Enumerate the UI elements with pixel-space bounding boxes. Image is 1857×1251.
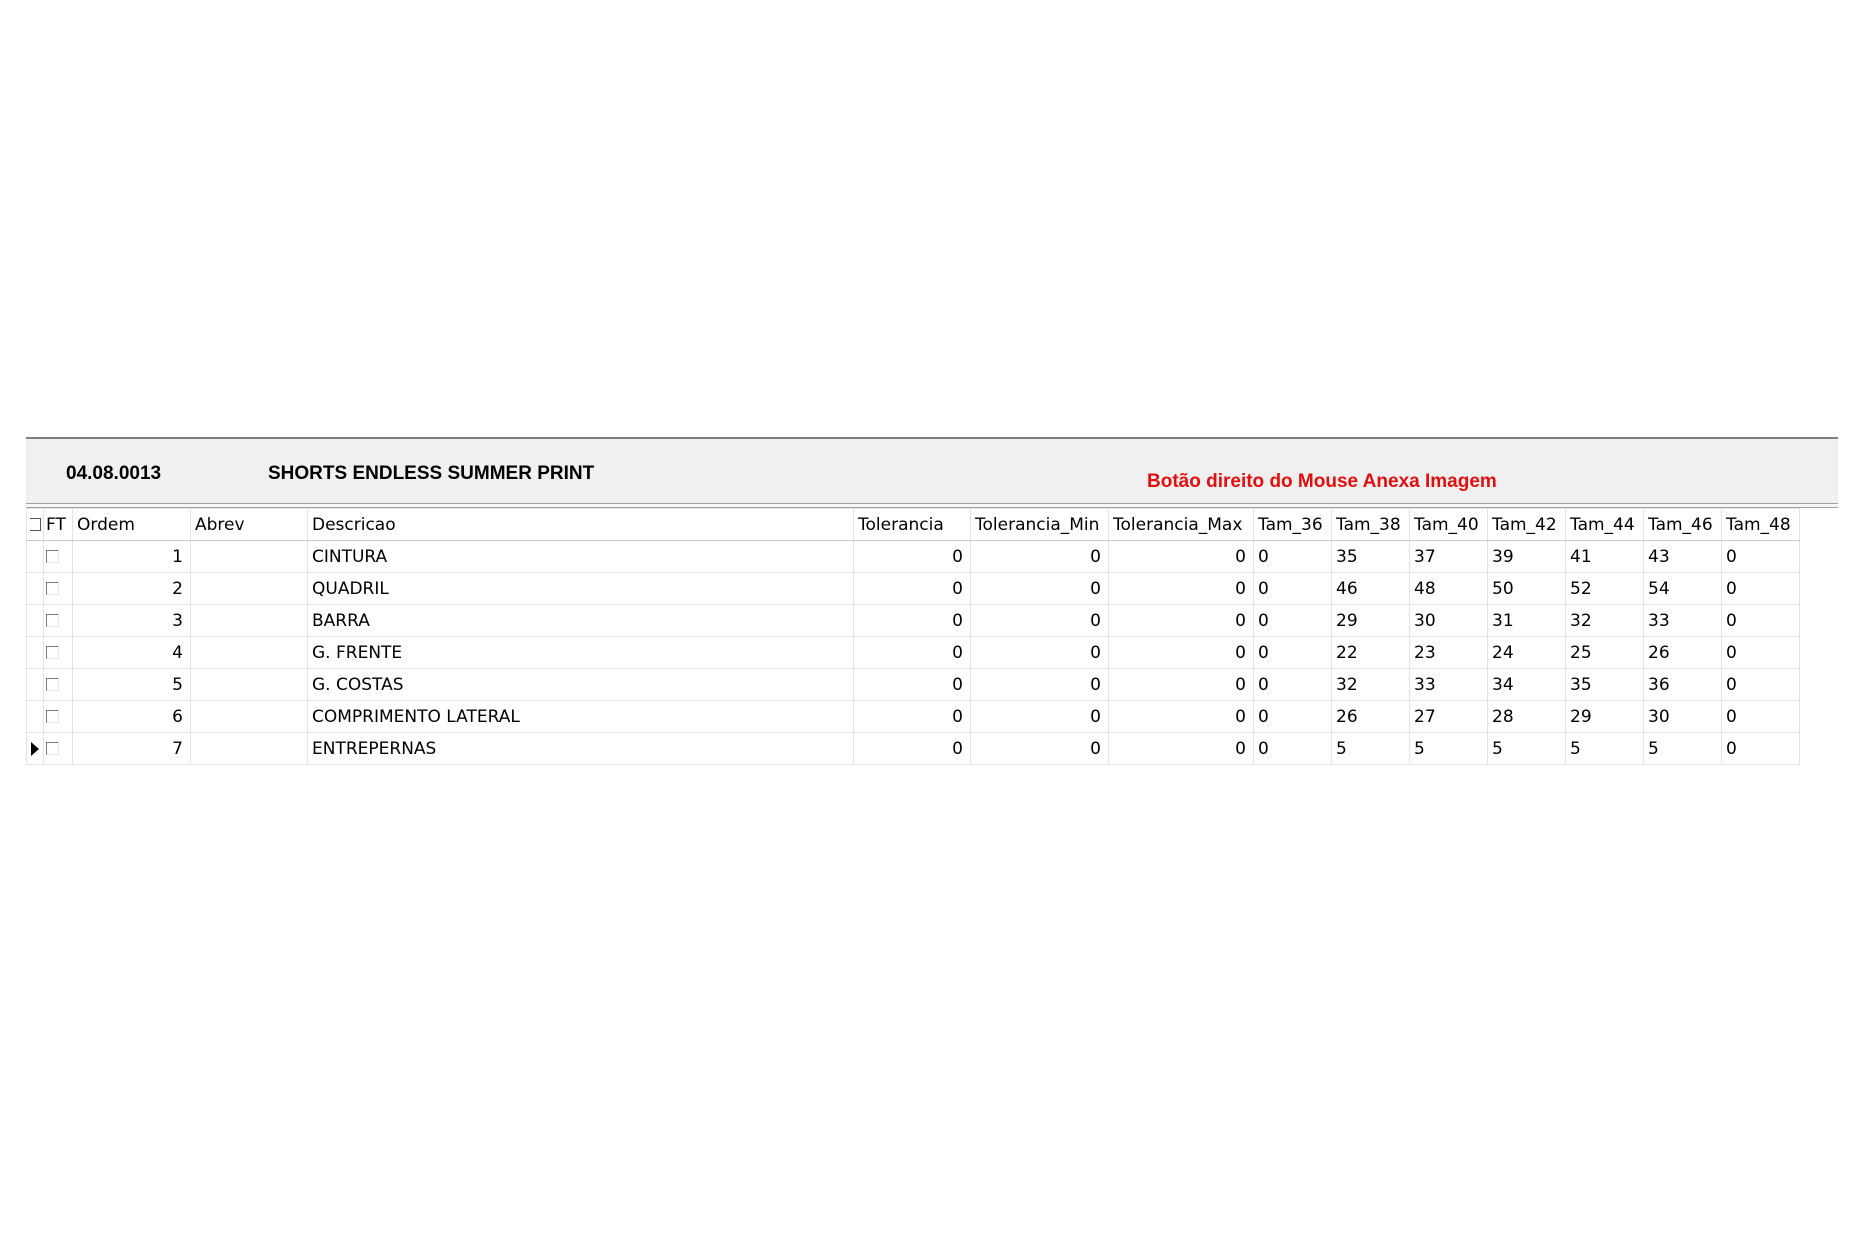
row-indicator[interactable] — [27, 605, 44, 637]
tam-42-cell[interactable]: 39 — [1488, 541, 1566, 573]
tam-36-cell[interactable]: 0 — [1254, 733, 1332, 765]
tam-40-cell[interactable]: 33 — [1410, 669, 1488, 701]
current-row-arrow-icon — [31, 742, 39, 756]
tam-38-cell[interactable]: 32 — [1332, 669, 1410, 701]
tam-40-cell[interactable]: 23 — [1410, 637, 1488, 669]
ordem-cell[interactable]: 7 — [73, 733, 191, 765]
ft-cell[interactable] — [44, 637, 73, 669]
ft-checkbox[interactable] — [46, 742, 59, 755]
column-header-tam-38[interactable]: Tam_38 — [1332, 509, 1410, 541]
tam-38-cell[interactable]: 22 — [1332, 637, 1410, 669]
tolerancia-min-cell[interactable]: 0 — [971, 669, 1109, 701]
tam-36-cell[interactable]: 0 — [1254, 573, 1332, 605]
tam-44-cell[interactable]: 25 — [1566, 637, 1644, 669]
product-description: SHORTS ENDLESS SUMMER PRINT — [268, 463, 595, 484]
tolerancia-max-cell[interactable]: 0 — [1109, 733, 1254, 765]
ft-cell[interactable] — [44, 541, 73, 573]
column-header-tolerancia-max[interactable]: Tolerancia_Max — [1109, 509, 1254, 541]
table-row[interactable] — [27, 605, 1800, 637]
tolerancia-max-cell[interactable]: 0 — [1109, 573, 1254, 605]
column-header-ordem[interactable]: Ordem — [73, 509, 191, 541]
abrev-cell[interactable] — [191, 733, 308, 765]
column-header-tolerancia-min[interactable]: Tolerancia_Min — [971, 509, 1109, 541]
select-all-header[interactable] — [27, 509, 44, 541]
tolerancia-max-cell[interactable]: 0 — [1109, 541, 1254, 573]
tolerancia-max-cell[interactable]: 0 — [1109, 637, 1254, 669]
tolerancia-min-cell[interactable]: 0 — [971, 605, 1109, 637]
ft-checkbox[interactable] — [46, 710, 59, 723]
tam-48-cell[interactable]: 0 — [1722, 637, 1800, 669]
tam-46-cell[interactable]: 26 — [1644, 637, 1722, 669]
tam-40-cell[interactable]: 5 — [1410, 733, 1488, 765]
tolerancia-min-cell[interactable]: 0 — [971, 541, 1109, 573]
descricao-cell[interactable]: COMPRIMENTO LATERAL — [308, 701, 854, 733]
tam-38-cell[interactable]: 46 — [1332, 573, 1410, 605]
tam-38-cell[interactable]: 29 — [1332, 605, 1410, 637]
tam-44-cell[interactable]: 32 — [1566, 605, 1644, 637]
ordem-cell[interactable]: 5 — [73, 669, 191, 701]
tolerancia-cell[interactable]: 0 — [854, 701, 971, 733]
ft-checkbox[interactable] — [46, 678, 59, 691]
tolerancia-cell[interactable]: 0 — [854, 669, 971, 701]
column-header-tolerancia[interactable]: Tolerancia — [854, 509, 971, 541]
measurements-grid — [26, 508, 1800, 765]
tam-38-cell[interactable]: 35 — [1332, 541, 1410, 573]
row-indicator[interactable] — [27, 701, 44, 733]
tolerancia-cell[interactable]: 0 — [854, 573, 971, 605]
tam-40-cell[interactable]: 48 — [1410, 573, 1488, 605]
select-all-checkbox-icon[interactable] — [30, 518, 41, 531]
ft-checkbox[interactable] — [46, 614, 59, 627]
tam-42-cell[interactable]: 5 — [1488, 733, 1566, 765]
tam-46-cell[interactable]: 43 — [1644, 541, 1722, 573]
table-row[interactable] — [27, 637, 1800, 669]
tolerancia-min-cell[interactable]: 0 — [971, 701, 1109, 733]
tam-40-cell[interactable]: 37 — [1410, 541, 1488, 573]
attach-image-hint: Botão direito do Mouse Anexa Imagem — [1147, 471, 1497, 492]
ordem-cell[interactable]: 3 — [73, 605, 191, 637]
descricao-cell[interactable]: G. FRENTE — [308, 637, 854, 669]
ft-checkbox[interactable] — [46, 550, 59, 563]
tam-48-cell[interactable]: 0 — [1722, 701, 1800, 733]
ft-checkbox[interactable] — [46, 582, 59, 595]
table-row[interactable] — [27, 701, 1800, 733]
tam-42-cell[interactable]: 28 — [1488, 701, 1566, 733]
ft-cell[interactable] — [44, 701, 73, 733]
tolerancia-cell[interactable]: 0 — [854, 637, 971, 669]
tolerancia-min-cell[interactable]: 0 — [971, 733, 1109, 765]
tam-42-cell[interactable]: 31 — [1488, 605, 1566, 637]
tam-46-cell[interactable]: 30 — [1644, 701, 1722, 733]
abrev-cell[interactable] — [191, 701, 308, 733]
abrev-cell[interactable] — [191, 669, 308, 701]
ft-cell[interactable] — [44, 733, 73, 765]
table-row[interactable] — [27, 733, 1800, 765]
row-indicator[interactable] — [27, 541, 44, 573]
tam-44-cell[interactable]: 41 — [1566, 541, 1644, 573]
ordem-cell[interactable]: 1 — [73, 541, 191, 573]
tam-46-cell[interactable]: 36 — [1644, 669, 1722, 701]
tam-48-cell[interactable]: 0 — [1722, 669, 1800, 701]
tolerancia-cell[interactable]: 0 — [854, 733, 971, 765]
tam-48-cell[interactable]: 0 — [1722, 733, 1800, 765]
column-header-tam-36[interactable]: Tam_36 — [1254, 509, 1332, 541]
tam-42-cell[interactable]: 34 — [1488, 669, 1566, 701]
tam-42-cell[interactable]: 24 — [1488, 637, 1566, 669]
ft-checkbox[interactable] — [46, 646, 59, 659]
row-indicator[interactable] — [27, 637, 44, 669]
tam-40-cell[interactable]: 30 — [1410, 605, 1488, 637]
abrev-cell[interactable] — [191, 573, 308, 605]
tam-48-cell[interactable]: 0 — [1722, 573, 1800, 605]
descricao-cell[interactable]: ENTREPERNAS — [308, 733, 854, 765]
abrev-cell[interactable] — [191, 637, 308, 669]
tam-46-cell[interactable]: 54 — [1644, 573, 1722, 605]
row-indicator[interactable] — [27, 573, 44, 605]
tolerancia-cell[interactable]: 0 — [854, 541, 971, 573]
table-row[interactable] — [27, 541, 1800, 573]
table-row[interactable] — [27, 669, 1800, 701]
tam-36-cell[interactable]: 0 — [1254, 637, 1332, 669]
tam-36-cell[interactable]: 0 — [1254, 669, 1332, 701]
ordem-cell[interactable]: 6 — [73, 701, 191, 733]
tam-44-cell[interactable]: 52 — [1566, 573, 1644, 605]
tam-44-cell[interactable]: 29 — [1566, 701, 1644, 733]
tam-46-cell[interactable]: 33 — [1644, 605, 1722, 637]
ordem-cell[interactable]: 4 — [73, 637, 191, 669]
tolerancia-max-cell[interactable]: 0 — [1109, 605, 1254, 637]
tolerancia-min-cell[interactable]: 0 — [971, 637, 1109, 669]
column-header-abrev[interactable]: Abrev — [191, 509, 308, 541]
tam-46-cell[interactable]: 5 — [1644, 733, 1722, 765]
tam-48-cell[interactable]: 0 — [1722, 541, 1800, 573]
tolerancia-cell[interactable]: 0 — [854, 605, 971, 637]
tam-48-cell[interactable]: 0 — [1722, 605, 1800, 637]
abrev-cell[interactable] — [191, 541, 308, 573]
ft-cell[interactable] — [44, 573, 73, 605]
ft-cell[interactable] — [44, 669, 73, 701]
tam-36-cell[interactable]: 0 — [1254, 605, 1332, 637]
column-header-tam-44[interactable]: Tam_44 — [1566, 509, 1644, 541]
tolerancia-max-cell[interactable]: 0 — [1109, 669, 1254, 701]
tam-36-cell[interactable]: 0 — [1254, 701, 1332, 733]
column-header-tam-46[interactable]: Tam_46 — [1644, 509, 1722, 541]
table-row[interactable] — [27, 573, 1800, 605]
tam-38-cell[interactable]: 5 — [1332, 733, 1410, 765]
tam-42-cell[interactable]: 50 — [1488, 573, 1566, 605]
descricao-cell[interactable]: CINTURA — [308, 541, 854, 573]
descricao-cell[interactable]: BARRA — [308, 605, 854, 637]
abrev-cell[interactable] — [191, 605, 308, 637]
column-header-tam-40[interactable]: Tam_40 — [1410, 509, 1488, 541]
row-indicator[interactable] — [27, 669, 44, 701]
row-indicator[interactable] — [27, 733, 44, 765]
column-header-descricao[interactable]: Descricao — [308, 509, 854, 541]
ordem-cell[interactable]: 2 — [73, 573, 191, 605]
tolerancia-min-cell[interactable]: 0 — [971, 573, 1109, 605]
grid-header-row — [27, 509, 1800, 541]
product-header-panel — [26, 437, 1838, 505]
tolerancia-max-cell[interactable]: 0 — [1109, 701, 1254, 733]
ft-cell[interactable] — [44, 605, 73, 637]
tam-44-cell[interactable]: 5 — [1566, 733, 1644, 765]
tam-40-cell[interactable]: 27 — [1410, 701, 1488, 733]
descricao-cell[interactable]: QUADRIL — [308, 573, 854, 605]
product-code: 04.08.0013 — [66, 463, 162, 484]
tam-38-cell[interactable]: 26 — [1332, 701, 1410, 733]
descricao-cell[interactable]: G. COSTAS — [308, 669, 854, 701]
column-header-tam-48[interactable]: Tam_48 — [1722, 509, 1800, 541]
column-header-tam-42[interactable]: Tam_42 — [1488, 509, 1566, 541]
column-header-ft[interactable]: FT — [44, 509, 73, 541]
tam-44-cell[interactable]: 35 — [1566, 669, 1644, 701]
tam-36-cell[interactable]: 0 — [1254, 541, 1332, 573]
